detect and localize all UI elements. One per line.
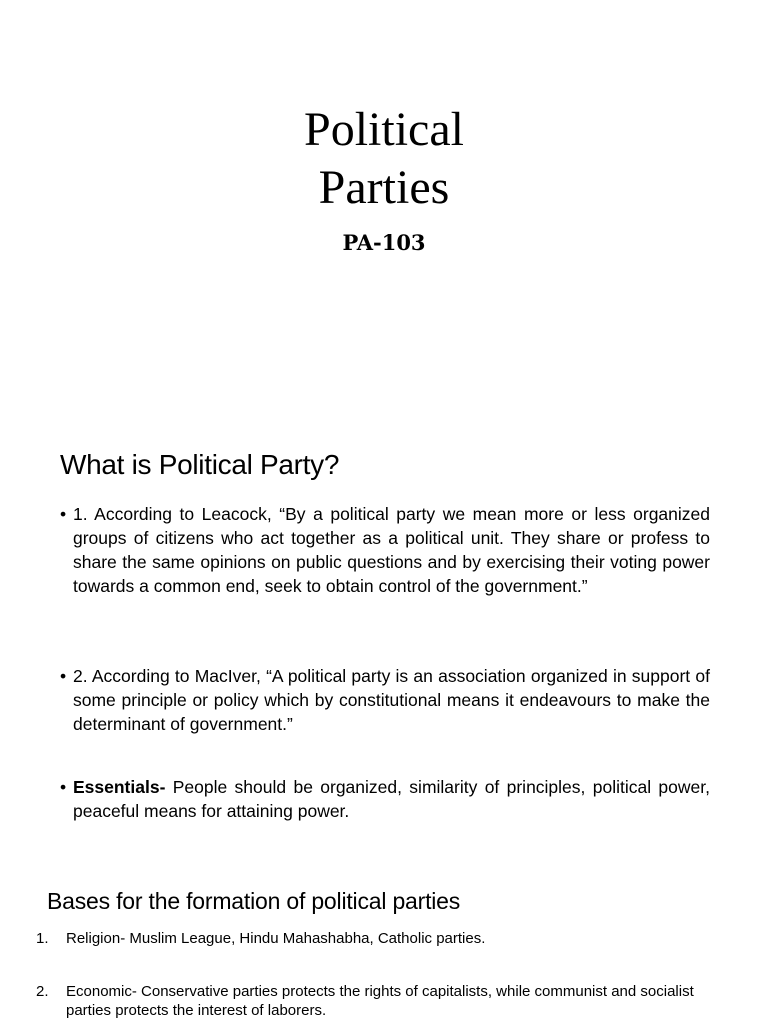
numbered-item-economic	[36, 982, 720, 1020]
essentials-label: Essentials-	[73, 777, 166, 797]
bullet-item-essentials	[60, 775, 710, 823]
title-slide	[0, 0, 768, 400]
bullet-marker: •	[60, 666, 67, 686]
title-line-1: Political	[304, 103, 464, 156]
bullet-text: 2. According to MacIver, “A political party is an association organized in support of some principle or policy which by constitutional means it endeavours to make the determinant of government.”	[73, 666, 710, 734]
item-number: 2.	[36, 983, 49, 1000]
bullet-text: People should be organized, similarity of principles, political power, peaceful means for attaining power.	[73, 777, 710, 821]
numbered-item-religion	[36, 929, 720, 948]
bullet-item-maciver	[60, 664, 710, 736]
item-number: 1.	[36, 930, 49, 947]
bullet-marker: •	[60, 504, 67, 524]
section-heading-bases: Bases for the formation of political parties	[47, 888, 461, 914]
item-text: Economic- Conservative parties protects the rights of capitalists, while communist and socialist parties protects the interest of laborers.	[66, 983, 694, 1019]
item-text: Religion- Muslim League, Hindu Mahashabha, Catholic parties.	[66, 930, 486, 947]
bullet-text: 1. According to Leacock, “By a political party we mean more or less organized groups of citizens who act together as a political unit. They share or profess to share the same opinions on public questions and by exercising their voting power towards a common end, seek to obtain control of the government.”	[73, 504, 710, 596]
title-line-2: Parties	[318, 161, 450, 214]
bullet-marker: •	[60, 777, 67, 797]
course-code-subtitle: PA-103	[342, 230, 426, 255]
bullet-item-leacock	[60, 502, 710, 598]
bullet-text-container	[73, 775, 710, 823]
section-heading-definition: What is Political Party?	[60, 449, 340, 480]
